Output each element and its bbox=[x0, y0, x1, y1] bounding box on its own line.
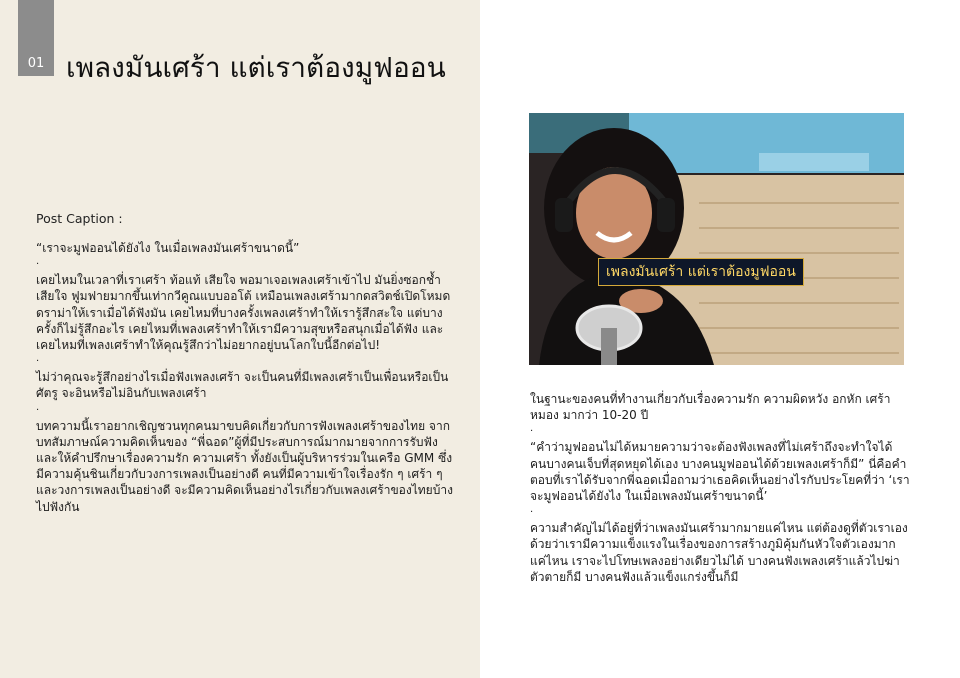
photo-overlay-title: เพลงมันเศร้า แต่เราต้องมูฟออน bbox=[598, 258, 804, 286]
right-paragraph-1: ในฐานะของคนที่ทำงานเกี่ยวกับเรื่องความรัก ความผิดหวัง อกหัก เศร้าหมอง มากว่า 10-20 ปี bbox=[530, 392, 891, 423]
interview-photo bbox=[529, 113, 904, 365]
right-paragraph-2: “คำว่ามูฟออนไม่ได้หมายความว่าจะต้องฟังเพลงที่ไม่เศร้าถึงจะทำใจได้ คนบางคนเจ็บที่สุดหยุดได้เอง บางคนมูฟออนได้ด้วยเพลงเศร้าก็มี” นี่คือคำตอบที่เราได้รับจากพี่ฉอดเมื่อถามว่าเธอคิดเห็นอย่างไรกับประโยคที่ว่า ‘เราจะมูฟออนได้ยังไง ในเมื่อเพลงมันเศร้าขนาดนี้’ bbox=[530, 440, 910, 504]
caption-paragraph-1: เคยไหมในเวลาที่เราเศร้า ท้อแท้ เสียใจ พอมาเจอเพลงเศร้าเข้าไป มันยิ่งซอกช้ำเสียใจ ฟูมฟายมากขึ้นเท่ากวีคูณแบบออโต้ เหมือนเพลงเศร้ามากดสวิตช์เปิดโหมดดราม่าให้เราเมื่อได้ฟังมัน เคยไหมที่บางครั้งเพลงเศร้าทำให้เรารู้สึกสะใจ แต่บางครั้งก็ไม่รู้สึกอะไร เคยไหมที่เพลงเศร้าทำให้เรามีความสุขหรือสนุกเมื่อได้ฟัง และเคยไหมที่เพลงเศร้าทำให้คุณรู้สึกว่าไม่อยากอยู่บนโลกใบนี้อีกต่อไป! bbox=[36, 273, 451, 353]
post-caption-label: Post Caption : bbox=[36, 211, 123, 226]
right-paragraph-3: ความสำคัญไม่ได้อยู่ที่ว่าเพลงมันเศร้ามากมายแค่ไหน แต่ต้องดูที่ตัวเราเองด้วยว่าเรามีความแข็งแรงในเรื่องของการสร้างภูมิคุ้มกันหัวใจตัวเองมากแค่ไหน เราจะไปโทษเพลงอย่างเดียวไม่ได้ บางคนฟังเพลงเศร้าแล้วไปฆ่าตัวตายก็มี บางคนฟังแล้วแข็งแกร่งขึ้นก็มี bbox=[530, 521, 908, 584]
page-number: 01 bbox=[27, 56, 45, 71]
interview-body: ในฐานะของคนที่ทำงานเกี่ยวกับเรื่องความรัก ความผิดหวัง อกหัก เศร้าหมอง มากว่า 10-20 ปี . “คำว่ามูฟออนไม่ได้หมายความว่าจะต้องฟังเพลงที่ไม่เศร้าถึงจะทำใจได้ คนบางคนเจ็บที่สุดหยุดได้เอง บางคนมูฟออนได้ด้วยเพลงเศร้าก็มี” นี่คือคำตอบที่เราได้รับจากพี่ฉอดเมื่อถามว่าเธอคิดเห็นอย่างไรกับประโยคที่ว่า ‘เราจะมูฟออนได้ยังไง ในเมื่อเพลงมันเศร้าขนาดนี้’ . ความสำคัญไม่ได้อยู่ที่ว่าเพลงมันเศร้ามากมายแค่ไหน แต่ต้องดูที่ตัวเราเองด้วยว่าเรามีความแข็งแรงในเรื่องของการสร้างภูมิคุ้มกันหัวใจตัวเองมากแค่ไหน เราจะไปโทษเพลงอย่างเดียวไม่ได้ บางคนฟังเพลงเศร้าแล้วไปฆ่าตัวตายก็มี บางคนฟังแล้วแข็งแกร่งขึ้นก็มี bbox=[530, 392, 910, 584]
page-title: เพลงมันเศร้า แต่เราต้องมูฟออน bbox=[66, 51, 446, 84]
caption-body: “เราจะมูฟออนได้ยังไง ในเมื่อเพลงมันเศร้าขนาดนี้” . เคยไหมในเวลาที่เราเศร้า ท้อแท้ เสียใจ พอมาเจอเพลงเศร้าเข้าไป มันยิ่งซอกช้ำเสียใจ ฟูมฟายมากขึ้นเท่ากวีคูณแบบออโต้ เหมือนเพลงเศร้ามากดสวิตช์เปิดโหมดดราม่าให้เราเมื่อได้ฟังมัน เคยไหมที่บางครั้งเพลงเศร้าทำให้เรารู้สึกสะใจ แต่บางครั้งก็ไม่รู้สึกอะไร เคยไหมที่เพลงเศร้าทำให้เรามีความสุขหรือสนุกเมื่อได้ฟัง และเคยไหมที่เพลงเศร้าทำให้คุณรู้สึกว่าไม่อยากอยู่บนโลกใบนี้อีกต่อไป! . ไม่ว่าคุณจะรู้สึกอย่างไรเมื่อฟังเพลงเศร้า จะเป็นคนที่มีเพลงเศร้าเป็นเพื่อนหรือเป็นศัตรู จะอินหรือไม่อินกับเพลงเศร้า . บทความนี้เราอยากเชิญชวนทุกคนมาขบคิดเกี่ยวกับการฟังเพลงเศร้าของไทย จากบทสัมภาษณ์ความคิดเห็นของ “พี่ฉอด”ผู้ที่มีประสบการณ์มากมายจากการรับฟังและให้คำปรึกษาเรื่องความรัก ความเศร้า ทั้งยังเป็นผู้บริหารร่วมในเครือ GMM ซึ่งมีความคุ้นชินเกี่ยวกับวงการเพลงเป็นอย่างดี คนที่มีความเข้าใจเรื่องรัก ๆ เศร้า ๆ และวงการเพลงเป็นอย่างดี จะมีความคิดเห็นอย่างไรเกี่ยวกับเพลงเศร้าของไทยบ้างไปฟังกัน bbox=[36, 240, 456, 515]
caption-paragraph-2: ไม่ว่าคุณจะรู้สึกอย่างไรเมื่อฟังเพลงเศร้า จะเป็นคนที่มีเพลงเศร้าเป็นเพื่อนหรือเป็นศัตรู จะอินหรือไม่อินกับเพลงเศร้า bbox=[36, 370, 449, 401]
caption-headline: “เราจะมูฟออนได้ยังไง ในเมื่อเพลงมันเศร้าขนาดนี้” bbox=[36, 241, 300, 255]
caption-paragraph-3: บทความนี้เราอยากเชิญชวนทุกคนมาขบคิดเกี่ยวกับการฟังเพลงเศร้าของไทย จากบทสัมภาษณ์ความคิดเห็นของ “พี่ฉอด”ผู้ที่มีประสบการณ์มากมายจากการรับฟังและให้คำปรึกษาเรื่องความรัก ความเศร้า ทั้งยังเป็นผู้บริหารร่วมในเครือ GMM ซึ่งมีความคุ้นชินเกี่ยวกับวงการเพลงเป็นอย่างดี คนที่มีความเข้าใจเรื่องรัก ๆ เศร้า ๆ และวงการเพลงเป็นอย่างดี จะมีความคิดเห็นอย่างไรเกี่ยวกับเพลงเศร้าของไทยบ้างไปฟังกัน bbox=[36, 418, 453, 514]
